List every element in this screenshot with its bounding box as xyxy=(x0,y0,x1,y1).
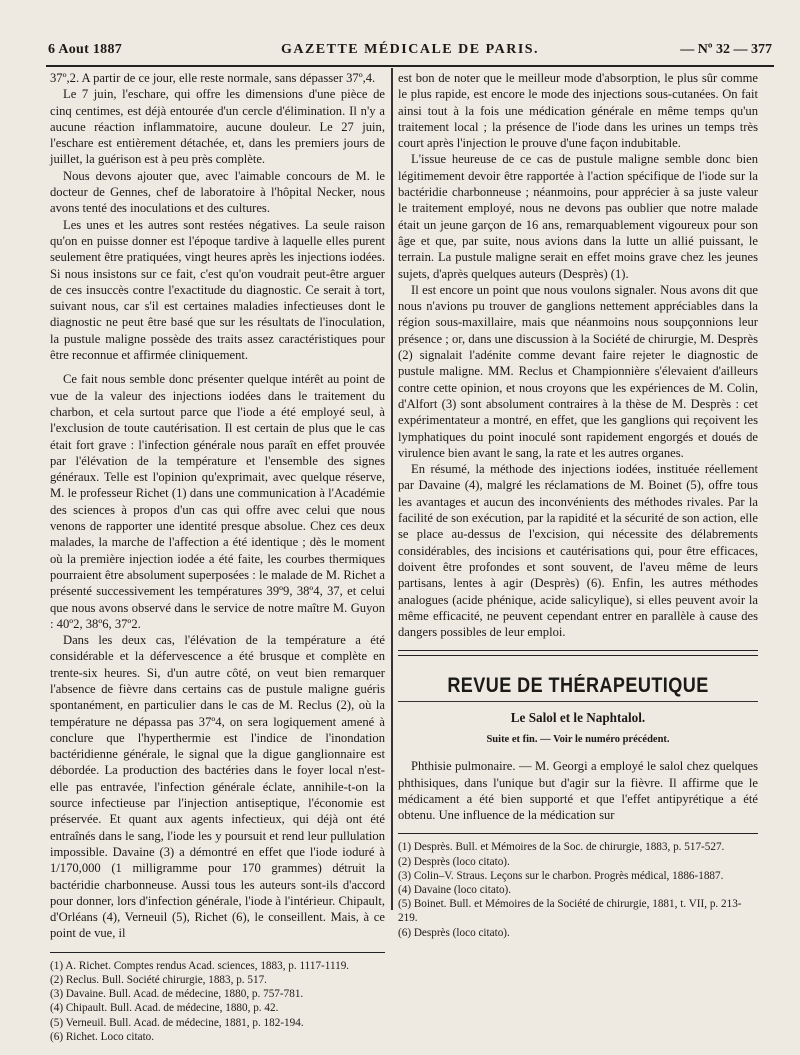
issue-date: 6 Aout 1887 xyxy=(48,42,123,57)
footnote: (3) Colin–V. Straus. Leçons sur le charbon. Progrès médical, 1886-1887. xyxy=(398,869,724,882)
footnote: (4) Chipault. Bull. Acad. de médecine, 1880, p. 42. xyxy=(50,1002,279,1015)
journal-title: GAZETTE MÉDICALE DE PARIS. xyxy=(280,42,540,57)
paragraph: L'issue heureuse de ce cas de pustule maligne semble donc bien légitimement devoir être rapportée à l'action spécifique de l'iode sur la bactéridie charbonneuse ; néanmoins, pour apprécier à sa juste valeur le traitement employé, nous ne devons pas oublier que notre malade était un jeune garçon de 16 ans, remarquablement vigoureux pour son âge et que, par suite, nous avions dans la lutte un allié puissant, le terrain. La pustule maligne serait en effet moins grave chez les jeunes sujets, d'après quelques auteurs (Desprès) (1). xyxy=(398,152,758,281)
footnote: (6) Richet. Loco citato. xyxy=(50,1030,155,1043)
footnote: (5) Verneuil. Bull. Acad. de médecine, 1881, p. 182-194. xyxy=(50,1016,304,1029)
footnote-rule xyxy=(50,952,385,953)
section-separator xyxy=(398,701,758,702)
paragraph: est bon de noter que le meilleur mode d'absorption, le plus sûr comme le plus rapide, est encore le mode des injections sous-cutanées. On fait ainsi tout à la fois une médication générale en même temps qu'un traitement local ; la présence de l'iode dans les urines un temps très court après l'injection le prouve d'une façon indubitable. xyxy=(398,71,758,151)
running-header xyxy=(48,42,772,64)
footnote-rule xyxy=(398,833,758,834)
footnote: (6) Desprès (loco citato). xyxy=(398,926,510,939)
article-title: Le Salol et le Naphtalol. xyxy=(510,709,646,725)
paragraph: Nous devons ajouter que, avec l'aimable concours de M. le docteur de Gennes, chef de laboratoire à l'hôpital Necker, nous avons tenté des inoculations et des cultures. xyxy=(50,168,385,216)
paragraph: Le 7 juin, l'eschare, qui offre les dimensions d'une pièce de cinq centimes, est déjà entourée d'un cercle d'élimination. Il n'y a aucune réaction inflammatoire, aucune douleur. Le 27 juin, l'eschare est entièrement détachée, et, dans les premiers jours de juillet, la guérison est à peu près complète. xyxy=(50,87,385,167)
footnote: (2) Reclus. Bull. Société chirurgie, 1883, p. 517. xyxy=(50,973,267,986)
page-number: — Nº 32 — 377 xyxy=(680,42,772,57)
paragraph: Les unes et les autres sont restées négatives. La seule raison qu'on en puisse donner est l'époque tardive à laquelle elles purent seulement être pratiquées, vingt heures après les injections iodées. Si nous insistons sur ce fait, c'est qu'on voudrait peut-être arguer de ces insuccès contre l'exactitude du diagnostic. Ce serait à tort, suivant nous, car s'il est certaines maladies infectieuses dont le diagnostic ne peut être basé que sur les résultats de l'inoculation, la pustule maligne possède des traits assez caractéristiques pour être reconnue et affirmée cliniquement. xyxy=(50,217,385,363)
section-title: REVUE DE THÉRAPEUTIQUE xyxy=(447,674,709,698)
paragraph: En résumé, la méthode des injections iodées, instituée réellement par Davaine (4), malgré les réclamations de M. Boinet (5), offre tous les avantages et aucun des inconvénients des méthodes rivales. Par la facilité de son exécution, par la rapidité et la sécurité de son action, elle se place au-dessus de l'excision, qui nécessite des délabrements considérables, des incisions et cautérisations qui, pour être efficaces, doivent être profondes et sont souvent, de l'aveu même de leurs partisans, lentes à agir (Desprès) (6). Enfin, les autres méthodes analogues (acide phénique, acide salicylique), si elles peuvent avoir la même efficacité, ne peuvent cependant entrer en parallèle à cause des dangers possibles de leur emploi. xyxy=(398,462,758,640)
header-rule xyxy=(46,65,774,67)
footnotes-left xyxy=(50,959,385,1044)
footnote: (1) A. Richet. Comptes rendus Acad. sciences, 1883, p. 1117-1119. xyxy=(50,959,350,972)
paragraph: 37º,2. A partir de ce jour, elle reste normale, sans dépasser 37º,4. xyxy=(50,71,376,85)
right-column xyxy=(398,70,758,940)
footnotes-right xyxy=(398,840,758,939)
paragraph: Phthisie pulmonaire. — M. Georgi a employé le salol chez quelques phthisiques, dans l'unique but d'agir sur la fièvre. Il affirme que le médicament a été bien supporté et que l'effet antipyrétique a été obtenu. Une influence de la médication sur xyxy=(398,759,758,823)
paragraph: Dans les deux cas, l'élévation de la température a été considérable et la défervescence a été brusque et complète en trente-six heures. Si, d'un autre côté, on veut bien remarquer l'absence de fièvre dans certains cas de pustule maligne guéris spontanément, en particulier dans le cas de M. Reclus (2), où la température ne dépassa pas 37º4, on sera logiquement amené à conclure que l'hyperthermie est l'indice de l'inondation bactéridienne générale, le signal que la digue ganglionnaire est débordée. La production des bactéries dans le foyer local n'est-elle pas entravée, l'infection générale éclate, annihile-t-on la source infectieuse par l'injection antiseptique, l'économie est préservée. Et quant aux agents infectieux, qui déjà ont été entraînés dans le sang, l'iode les y poursuit et rend leur pullulation impossible. Davaine (3) a démontré en effet que l'iode ioduré à 1/170,000 (1 milligramme pour 170 grammes) détruit la bactéridie charbonneuse. Aussi tous les auteurs sont-ils d'accord pour donner, lors d'infection générale, l'iode à l'intérieur. Chipault, d'Orléans (4), Verneuil (5), Richet (6), le conseillent. Mais, à ce point de vue, il xyxy=(50,633,385,941)
left-column xyxy=(50,70,385,1044)
footnote: (4) Davaine (loco citato). xyxy=(398,884,512,897)
footnote: (5) Boinet. Bull. et Mémoires de la Société de chirurgie, 1881, t. VII, p. 213-219. xyxy=(398,898,742,925)
continuation-note: Suite et fin. — Voir le numéro précédent. xyxy=(486,733,670,745)
footnote: (2) Desprès (loco citato). xyxy=(398,855,510,868)
footnote: (1) Desprès. Bull. et Mémoires de la Soc. de chirurgie, 1883, p. 517-527. xyxy=(398,841,725,854)
paragraph: Ce fait nous semble donc présenter quelque intérêt au point de vue de la valeur des injections iodées dans le traitement du charbon, et cela surtout parce que l'iode a été employé seul, à l'exclusion de toute cautérisation. Il est certain de plus que le cas était fort grave : l'infection générale nous paraît en effet prouvée par l'élévation de la température et l'ensemble des signes généraux. Telle est l'opinion qu'exprimait, avec quelque réserve, M. le professeur Richet (1) dans une communication à l'Académie des sciences à propos d'un cas qui offre avec celui que nous venons de rapporter une identité presque absolue. Chez ces deux malades, la marche de l'affection a été identique ; dès le moment où la première injection iodée a été faite, les courbes thermiques pourraient être absolument superposées : le malade de M. Richet a présenté successivement les températures 39º9, 38º4, 37, et celui que nous avons observé dans le service de notre maître M. Guyon : 40º2, 38º6, 37º2. xyxy=(50,372,385,631)
column-divider xyxy=(391,68,393,910)
section-rule xyxy=(398,650,758,656)
paragraph: Il est encore un point que nous voulons signaler. Nous avons dit que nous n'avions pu trouver de ganglions nettement appréciables dans la région sous-maxillaire, mais que néanmoins nous soupçonnions leur présence ; or, dans une discussion à la Société de chirurgie, M. Desprès (2) signalait l'adénite comme devant faire rejeter le diagnostic de pustule maligne. MM. Reclus et Championnière s'élevaient d'ailleurs contre cette opinion, et nous croyons que les expériences de M. Colin, d'Alfort (3) sont absolument contraires à la thèse de M. Desprès : cet expérimentateur a montré, en effet, que les ganglions qui reçoivent les lymphatiques du point inoculé sont rapidement engorgés et doués de virulence bien avant le sang, la rate et les autres organes. xyxy=(398,282,758,460)
footnote: (3) Davaine. Bull. Acad. de médecine, 1880, p. 757-781. xyxy=(50,988,304,1001)
